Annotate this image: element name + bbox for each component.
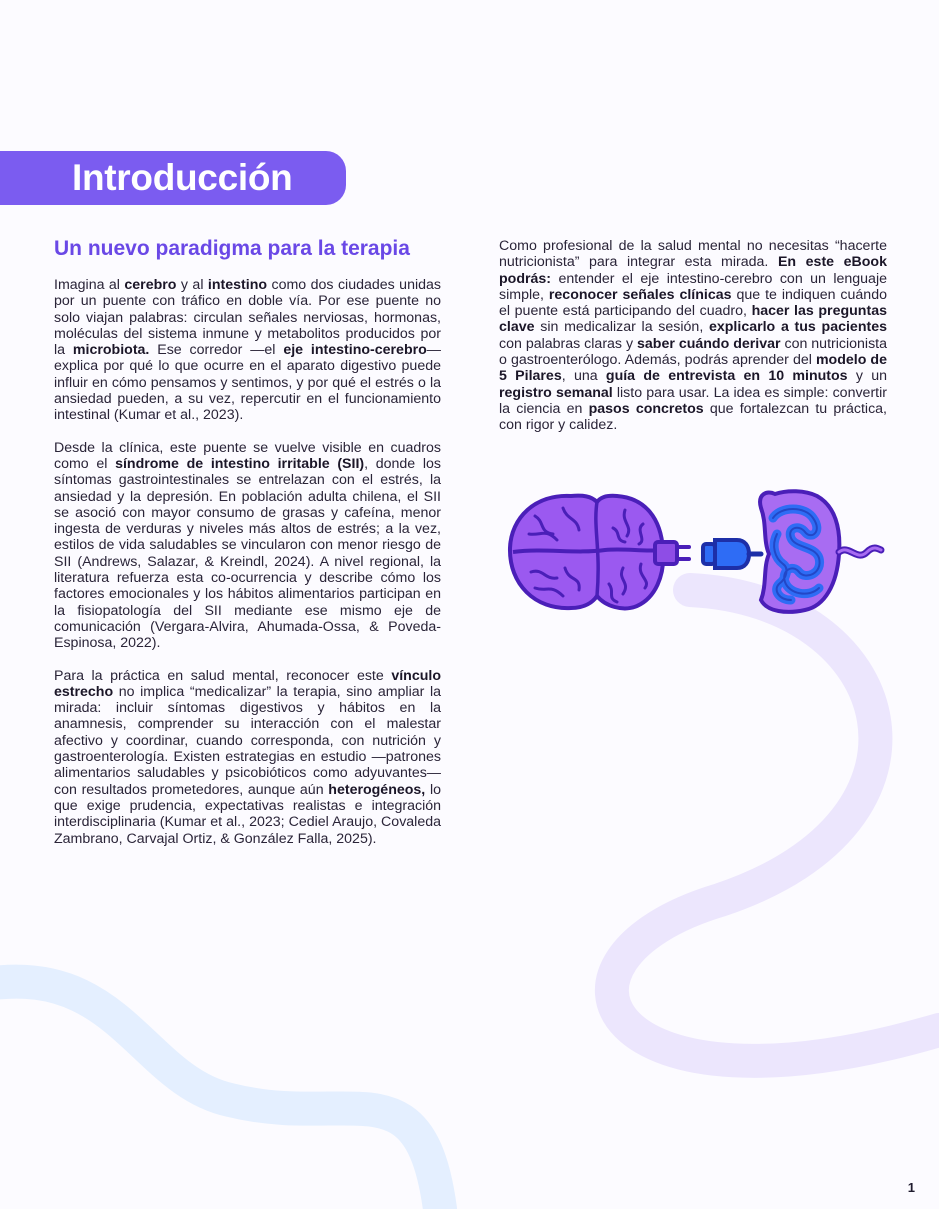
bold-text: eje intestino-cerebro — [283, 342, 427, 359]
text-run: Para la práctica en salud mental, reconocer este — [54, 667, 392, 684]
text-run: Imagina al — [54, 277, 125, 293]
bold-text: pasos concretos — [588, 400, 704, 417]
bold-text: microbiota. — [72, 342, 150, 359]
bold-text: reconocer señales clínicas — [548, 286, 732, 303]
text-run: que te indiquen cuándo el puente está participando del cuadro, — [499, 286, 887, 320]
right-column — [499, 238, 887, 450]
bold-text: guía de entrevista en 10 minutos — [605, 368, 848, 385]
text-run: listo para usar. La idea es simple: convertir la ciencia en — [499, 384, 887, 417]
text-run: Como profesional de la salud mental no necesitas “hacerte nutricionista” para integrar esta mirada. — [499, 238, 887, 271]
text-run: Ese corredor —el — [149, 342, 284, 359]
bold-text: registro semanal — [499, 384, 613, 401]
bold-text: síndrome de intestino irritable (SII) — [115, 455, 365, 472]
brain-icon — [510, 496, 663, 609]
text-run: como dos ciudades unidas por un puente con tráfico en doble vía. Por ese puente no solo viajan palabras: circulan señales nerviosas, hormonas, moléculas del sistema inmune y metabolitos producidos por la — [54, 277, 441, 359]
gut-icon — [760, 491, 881, 612]
bold-text: saber cuándo derivar — [637, 335, 781, 352]
bold-text: explicarlo a tus pacientes — [708, 319, 887, 336]
title-banner — [0, 151, 346, 205]
text-run: y al — [176, 277, 208, 293]
bold-text: cerebro — [124, 277, 177, 293]
paragraph-clinic — [54, 440, 441, 652]
page-title: Introducción — [72, 157, 293, 198]
bold-text: vínculo estrecho — [54, 667, 441, 700]
decor-curve-right — [612, 590, 939, 1061]
text-run: Desde la clínica, este puente se vuelve visible en cuadros como el — [54, 439, 441, 472]
text-run: sin medicalizar la sesión, — [534, 319, 709, 336]
text-run: con nutricionista o gastroenterólogo. Además, podrás aprender del — [499, 335, 887, 369]
text-run: y un — [847, 368, 888, 385]
text-run: lo que exige prudencia, expectativas realistas e integración interdisciplinaria (Kumar et al., 2023; Cediel Araujo, Covaleda Zambrano, Carvajal Ortiz, & González Falla, 2025). — [54, 781, 441, 847]
text-run: — explica por qué lo que ocurre en el aparato digestivo puede influir en cómo pensamos y sentimos, y por qué el estrés o la ansiedad pueden, a su vez, repercutir en el funcionamiento intestinal (Kumar et al., 2023). — [54, 342, 441, 424]
bold-text: hacer las preguntas clave — [499, 303, 887, 336]
paragraph-intro — [54, 277, 441, 424]
plug-icon — [655, 542, 689, 564]
text-run: con palabras claras y — [499, 335, 638, 352]
brain-gut-illustration — [505, 488, 887, 618]
page-number: 1 — [907, 1180, 915, 1195]
text-run: no implica “medicalizar” la terapia, sino ampliar la mirada: incluir síntomas digestivos y hábitos en la anamnesis, comprender su interacción con el malestar afectivo y coordinar, cuando corresponda, con nutrición y gastroenterología. Existen estrategias en estudio —patrones alimentarios saludables y psicobióticos como adyuvantes— con resultados prometedores, aunque aún — [54, 683, 441, 798]
bold-text: heterogéneos, — [328, 781, 426, 798]
bold-text: intestino — [207, 277, 268, 293]
paragraph-ebook — [499, 238, 887, 434]
socket-icon — [703, 540, 761, 568]
bold-text: En este eBook podrás: — [499, 254, 887, 287]
text-run: , una — [561, 368, 606, 385]
text-run: que fortalezcan tu práctica, con rigor y calidez. — [499, 400, 887, 434]
paragraph-practice — [54, 668, 441, 847]
text-run: , donde los síntomas gastrointestinales se entrelazan con el estrés, la ansiedad y la depresión. En población adulta chilena, el SII se asoció con mayor consumo de grasas y cafeína, menor ingesta de verduras y niveles más altos de estrés; a la vez, estilos de vida saludables se vincularon con menor riesgo de SII (Andrews, Salazar, & Kreindl, 2024). A nivel regional, la literatura refuerza esta co-ocurrencia y describe cómo los factores emocionales y los hábitos alimentarios participan en la fisiopatología del SII mediante ese mismo eje de comunicación (Vergara-Alvira, Ahumada-Ossa, & Poveda-Espinosa, 2022). — [54, 455, 441, 652]
text-run: entender el eje intestino-cerebro con un lenguaje simple, — [499, 270, 887, 303]
section-subtitle: Un nuevo paradigma para la terapia — [54, 237, 410, 260]
decor-curve-left — [0, 982, 440, 1209]
left-column — [54, 277, 441, 863]
bold-text: modelo de 5 Pilares — [499, 352, 887, 385]
